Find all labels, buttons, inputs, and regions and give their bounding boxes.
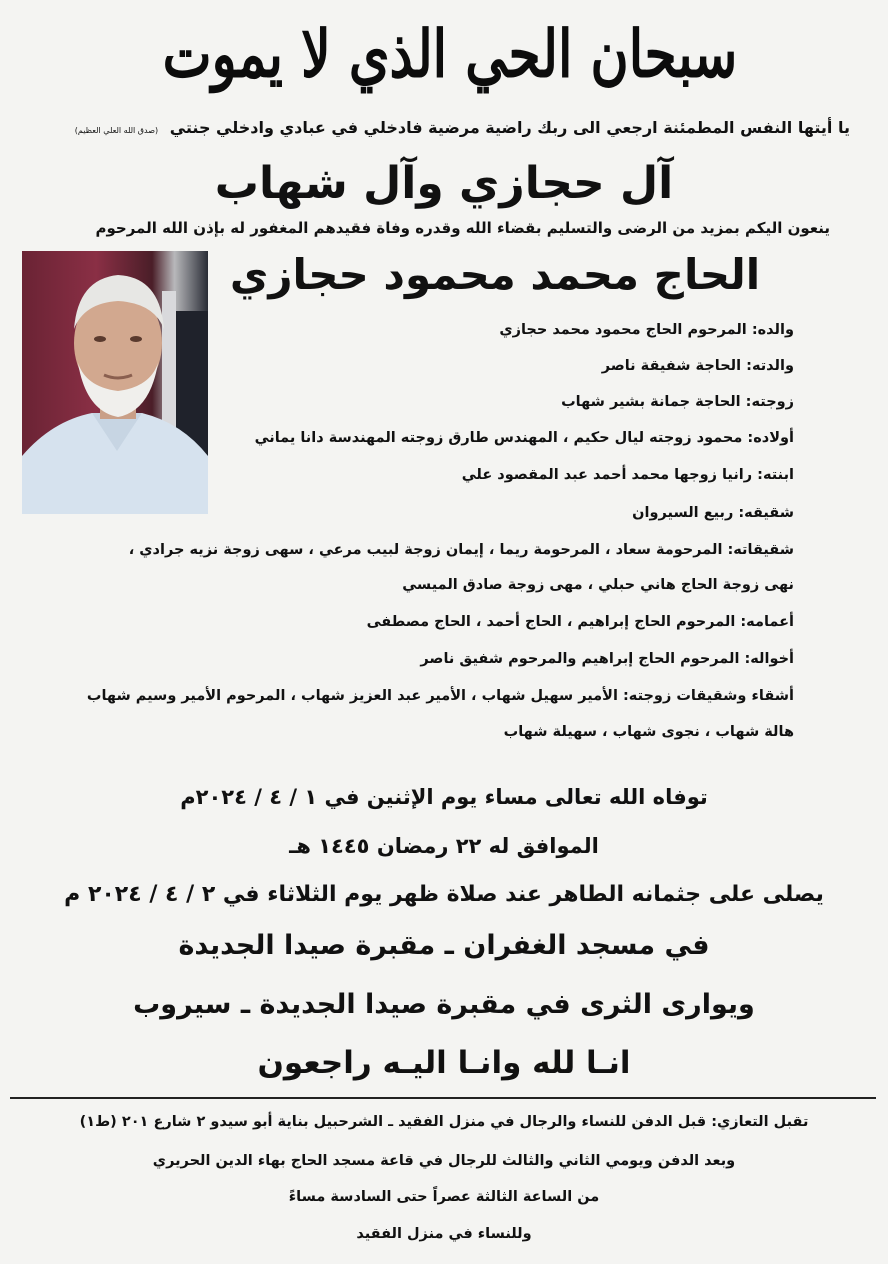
relative-wife: زوجته: الحاجة جمانة بشير شهاب (561, 394, 794, 410)
closing-verse: انـا لله وانـا اليـه راجعون (257, 1045, 631, 1081)
relative-mother: والدته: الحاجة شفيقة ناصر (601, 358, 794, 374)
condolence-line-2: وبعد الدفن ويومي الثاني والثالث للرجال في قاعة مسجد الحاج بهاء الدين الحريري (152, 1153, 736, 1169)
relative-father: والده: المرحوم الحاج محمود محمد حجازي (499, 322, 794, 338)
relative-brother: شقيقه: ربيع السيروان (632, 505, 794, 521)
relative-sons: أولاده: محمود زوجته ليال حكيم ، المهندس طارق زوجته المهندسة دانا يماني (254, 430, 794, 446)
hijri-date-line: الموافق له ٢٢ رمضان ١٤٤٥ هـ (289, 834, 599, 858)
condolence-line-1: تقبل التعازي: قبل الدفن للنساء والرجال في منزل الفقيد ـ الشرحبيل بناية أبو سيدو ٢ شارع ٢٠١ (ط١) (79, 1114, 809, 1130)
verse-attribution: (صدق الله العلي العظيم) (74, 126, 159, 135)
verse-text: يا أيتها النفس المطمئنة ارجعي الى ربك راضية مرضية فادخلي في عبادي وادخلي جنتي (169, 118, 850, 137)
mourning-line: ينعون اليكم بمزيد من الرضى والتسليم بقضاء الله وقدره وفاة فقيدهم المغفور له بإذن الله المرحوم (95, 219, 830, 237)
relative-maternal-uncles: أخواله: المرحوم الحاج إبراهيم والمرحوم شفيق ناصر (420, 651, 794, 667)
relative-sisters-cont: نهى زوجة الحاج هاني حبلي ، مهى زوجة صادق الميسي (402, 577, 794, 593)
burial-line: ويوارى الثرى في مقبرة صيدا الجديدة ـ سيروب (133, 989, 755, 1020)
deceased-name: الحاج محمد محمود حجازي (229, 250, 761, 299)
relative-in-laws-cont: هالة شهاب ، نجوى شهاب ، سهيلة شهاب (503, 724, 794, 740)
prayer-line: يصلى على جثمانه الطاهر عند صلاة ظهر يوم الثلاثاء في ٢ / ٤ / ٢٠٢٤ م (64, 882, 824, 907)
relative-paternal-uncles: أعمامه: المرحوم الحاج إبراهيم ، الحاج أحمد ، الحاج مصطفى (366, 614, 794, 630)
section-divider (10, 1097, 876, 1099)
calligraphy-text: سبحان الحي الذي لا يموت (162, 15, 738, 93)
condolence-line-3: من الساعة الثالثة عصراً حتى السادسة مساءً (288, 1189, 600, 1205)
relative-daughter: ابنته: رانيا زوجها محمد أحمد عبد المقصود علي (461, 467, 794, 483)
families-title: آل حجازي وآل شهاب (214, 158, 674, 209)
relative-in-laws: أشقاء وشقيقات زوجته: الأمير سهيل شهاب ، الأمير عبد العزيز شهاب ، المرحوم الأمير وسيم شهاب (86, 688, 794, 704)
quran-verse (20, 118, 850, 137)
death-date-line: توفاه الله تعالى مساء يوم الإثنين في ١ / ٤ / ٢٠٢٤م (180, 785, 708, 809)
relative-sisters: شقيقاته: المرحومة سعاد ، المرحومة ريما ، إيمان زوجة لبيب مرعي ، سهى زوجة نزيه جرادي ، (128, 542, 794, 558)
mosque-line: في مسجد الغفران ـ مقبرة صيدا الجديدة (178, 930, 710, 961)
calligraphy-header (162, 6, 738, 102)
condolence-line-4: وللنساء في منزل الفقيد (356, 1226, 532, 1242)
